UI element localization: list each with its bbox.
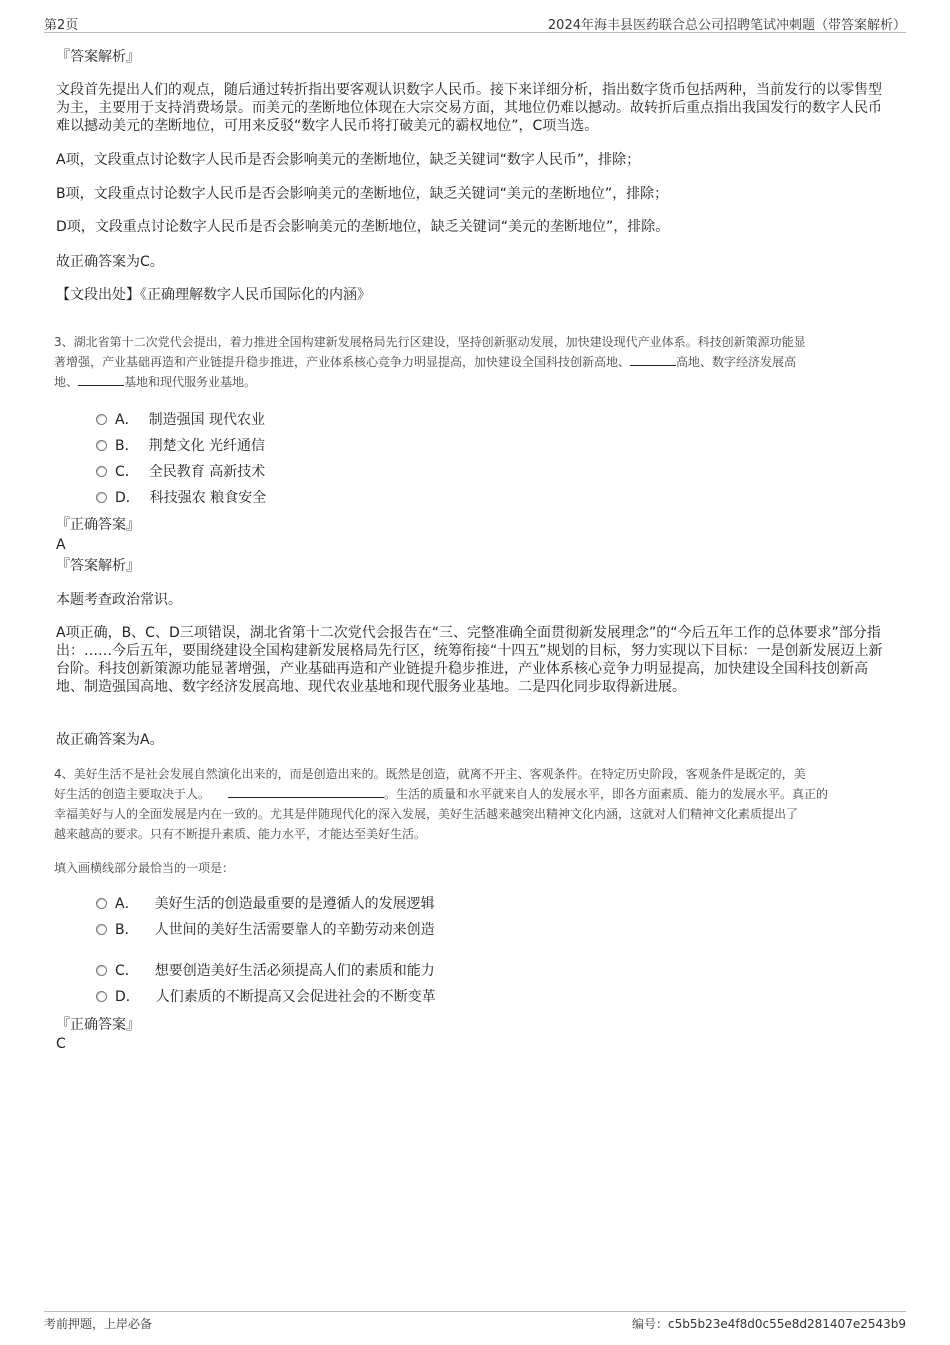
footer-serial: 编号：c5b5b23e4f8d0c55e8d281407e2543b9 (632, 1317, 906, 1331)
q4-stem (54, 764, 884, 844)
q2-analysis-heading: 『答案解析』 (56, 49, 140, 65)
q3-stem-line3: 地、 基地和现代服务业基地。 (54, 372, 884, 392)
q4-answer: C (56, 1036, 66, 1052)
q4-prompt: 填入画横线部分最恰当的一项是： (54, 861, 235, 875)
q3-stem (54, 332, 884, 392)
q3-conclusion: 故正确答案为A。 (56, 732, 164, 748)
q4-stem-line4: 越来越高的要求。只有不断提升素质、能力水平，才能达至美好生活。 (54, 827, 427, 841)
q2-analysis-text: 文段首先提出人们的观点，随后通过转折指出要客观认识数字人民币。接下来详细分析，指出数字货币包括两种，当前发行的以零售型为主，主要用于支持消费场景。而美元的垄断地位体现在大宗交易方面，其地位仍难以撼动。故转折后重点指出我国发行的数字人民币难以撼动美元的垄断地位，可用来反驳“数字人民币将打破美元的霸权地位”，C项当选。 (56, 82, 882, 134)
q4-blank (228, 784, 384, 798)
radio-icon[interactable] (96, 414, 107, 425)
q2-option-b-note: B项，文段重点讨论数字人民币是否会影响美元的垄断地位，缺乏关键词“美元的垄断地位”，排除； (56, 186, 669, 202)
q3-blank-2 (78, 372, 124, 386)
q4-answer-heading: 『正确答案』 (56, 1017, 140, 1033)
page-footer (44, 1311, 906, 1336)
q3-stem-line2: 著增强，产业基础再造和产业链提升稳步推进，产业体系核心竞争力明显提高，加快建设全国科技创新高地、 高地、数字经济发展高 (54, 352, 884, 372)
q2-option-a-note: A项，文段重点讨论数字人民币是否会影响美元的垄断地位，缺乏关键词“数字人民币”，排除； (56, 152, 641, 168)
q4-stem-line3: 幸福美好与人的全面发展是内在一致的。尤其是伴随现代化的深入发展，美好生活越来越突出精神文化内涵，这就对人们精神文化素质提出了 (54, 807, 799, 821)
q4-option-b[interactable]: B． 人世间的美好生活需要靠人的辛勤劳动来创造 (96, 921, 435, 939)
q3-analysis-text: A项正确，B、C、D三项错误，湖北省第十二次党代会报告在“三、完整准确全面贯彻新发展理念”的“今后五年工作的总体要求”部分指出：……今后五年，要围绕建设全国构建新发展格局先行区，统筹衔接“十四五”规划的目标，努力实现以下目标：一是创新发展迈上新台阶。科技创新策源功能显著增强，产业基础再造和产业链提升稳步推进，产业体系核心竞争力明显提高，加快建设全国科技创新高地、制造强国高地、数字经济发展高地、现代农业基地和现代服务业基地。二是四化同步取得新进展。 (56, 625, 883, 695)
q4-option-a[interactable]: A． 美好生活的创造最重要的是遵循人的发展逻辑 (96, 895, 435, 913)
q3-answer-heading: 『正确答案』 (56, 517, 140, 533)
page-header (44, 12, 906, 33)
q4-option-c[interactable]: C． 想要创造美好生活必须提高人们的素质和能力 (96, 962, 435, 980)
radio-icon[interactable] (96, 991, 107, 1002)
q3-option-d[interactable]: D． 科技强农 粮食安全 (96, 489, 266, 507)
radio-icon[interactable] (96, 466, 107, 477)
q3-blank-1 (630, 352, 676, 366)
q3-analysis-heading: 『答案解析』 (56, 558, 140, 574)
radio-icon[interactable] (96, 965, 107, 976)
q3-option-b[interactable]: B． 荆楚文化 光纤通信 (96, 437, 265, 455)
q3-option-c[interactable]: C． 全民教育 高新技术 (96, 463, 265, 481)
radio-icon[interactable] (96, 898, 107, 909)
q3-stem-line1: 3、湖北省第十二次党代会提出，着力推进全国构建新发展格局先行区建设，坚持创新驱动发展，加快建设现代产业体系。科技创新策源功能显 (54, 335, 806, 349)
q3-analysis-intro: 本题考查政治常识。 (56, 592, 182, 608)
serial-number: c5b5b23e4f8d0c55e8d281407e2543b9 (668, 1317, 906, 1331)
footer-slogan: 考前押题，上岸必备 (44, 1317, 153, 1331)
q4-option-d[interactable]: D． 人们素质的不断提高又会促进社会的不断变革 (96, 988, 436, 1006)
document-title: 2024年海丰县医药联合总公司招聘笔试冲刺题（带答案解析） (547, 18, 906, 33)
radio-icon[interactable] (96, 924, 107, 935)
radio-icon[interactable] (96, 492, 107, 503)
q2-conclusion: 故正确答案为C。 (56, 254, 164, 270)
q2-source: 【文段出处】《正确理解数字人民币国际化的内涵》 (56, 287, 371, 303)
radio-icon[interactable] (96, 440, 107, 451)
q4-stem-line2: 好生活的创造主要取决于人。 。生活的质量和水平就来自人的发展水平，即各方面素质、能力的发展水平。真正的 (54, 784, 884, 804)
q4-stem-line1: 4、美好生活不是社会发展自然演化出来的，而是创造出来的。既然是创造，就离不开主、客观条件。在特定历史阶段，客观条件是既定的，美 (54, 767, 806, 781)
page-number: 第2页 (44, 18, 79, 33)
q2-option-d-note: D项，文段重点讨论数字人民币是否会影响美元的垄断地位，缺乏关键词“美元的垄断地位”，排除。 (56, 219, 670, 235)
q3-answer: A (56, 537, 66, 553)
q3-option-a[interactable]: A． 制造强国 现代农业 (96, 411, 265, 429)
